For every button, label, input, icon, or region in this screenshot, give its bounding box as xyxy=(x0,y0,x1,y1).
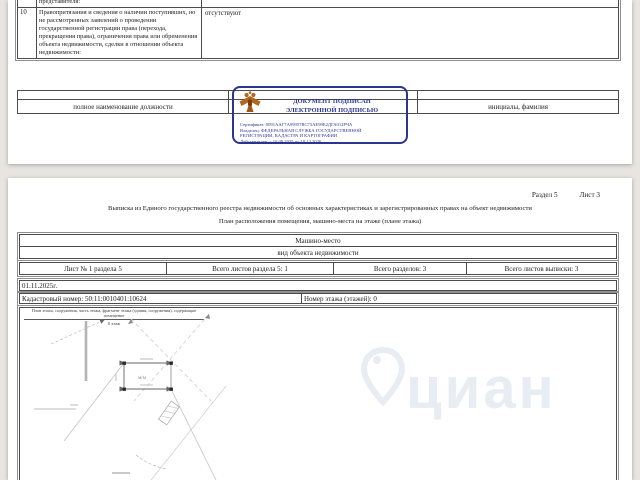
sheet-info-cell: Всего листов раздела 5: 1 xyxy=(166,263,333,274)
stamp-owner-line2: РЕГИСТРАЦИИ, КАДАСТРА И КАРТОГРАФИИ xyxy=(240,133,338,139)
section-label: Раздел 5 xyxy=(531,191,558,199)
date-row xyxy=(19,280,617,291)
document-title: Выписка из Единого государственного реестра недвижимости об основных характеристиках и зарегистрированных правах на объект недвижимости xyxy=(108,205,532,212)
stamp-owner-line1: Владелец: ФЕДЕРАЛЬНАЯ СЛУЖБА ГОСУДАРСТВЕННОЙ xyxy=(240,127,362,133)
sheet-info-cell: Всего разделов: 3 xyxy=(333,263,466,274)
document-page-1 xyxy=(8,0,632,164)
position-label: полное наименование должности xyxy=(18,100,229,113)
cadastral-row xyxy=(19,293,617,304)
table-row xyxy=(18,0,618,7)
stamp-title-line2: ЭЛЕКТРОННОЙ ПОДПИСЬЮ xyxy=(285,106,379,114)
document-page-2 xyxy=(8,178,632,480)
floor-plan-drawing xyxy=(20,308,616,480)
sheet-info-table xyxy=(19,262,617,275)
object-type-value: Машино-место xyxy=(295,236,341,245)
row-number: 10 xyxy=(18,8,37,58)
plan-caption-line1: План этажа, сооружения, часть этажа, фрагмент этажа (здания, сооружения), содержащие помещение xyxy=(24,308,204,320)
stamp-validity: Действителен: с 16.09.2025 по 10.12.2026 xyxy=(240,138,322,144)
stamp-title-line1: ДОКУМЕНТ ПОДПИСАН xyxy=(293,97,371,105)
electronic-signature-stamp xyxy=(232,86,408,144)
date-value: 01.11.2025г. xyxy=(22,281,58,290)
object-type-caption: вид объекта недвижимости xyxy=(20,246,616,258)
sheet-info-cell: Лист № 1 раздела 5 xyxy=(64,264,122,273)
floor-plan-box xyxy=(19,307,617,480)
plan-unit-label: м/м xyxy=(138,376,146,381)
object-type-table xyxy=(19,234,617,259)
row-label: Правопритязания и сведения о наличии поступивших, но не рассмотренных заявлений о проведении государственной регистрации права (перехода, прекращения права), ограничения права или обременения объекта недвижимости, сделки в отношении объекта недвижимости: xyxy=(37,8,202,58)
name-label: инициалы, фамилия xyxy=(488,102,548,111)
sheet-info-cell: Всего листов выписки: 3 xyxy=(466,263,616,274)
stamp-certificate: Сертификат: 0091ААГ7А99957ВС73АЕ99Е2ДГА012РЧА xyxy=(240,122,353,127)
plan-caption-line2: 0 этаж xyxy=(107,321,121,326)
row-label-partial: представителя: xyxy=(37,0,202,7)
floor-number: Номер этажа (этажей): 0 xyxy=(304,294,377,303)
page-header xyxy=(532,191,600,199)
sheet-label: Лист 3 xyxy=(579,191,600,199)
coat-of-arms-eagle-icon xyxy=(238,90,262,121)
document-subtitle: План расположения помещения, машино-места на этаже (плане этажа) xyxy=(218,218,422,225)
table-row xyxy=(18,7,618,58)
cadastral-number: Кадастровый номер: 50:11:0010401:10624 xyxy=(20,294,302,303)
rights-claims-table xyxy=(17,0,619,59)
row-value: отсутствуют xyxy=(205,10,242,17)
